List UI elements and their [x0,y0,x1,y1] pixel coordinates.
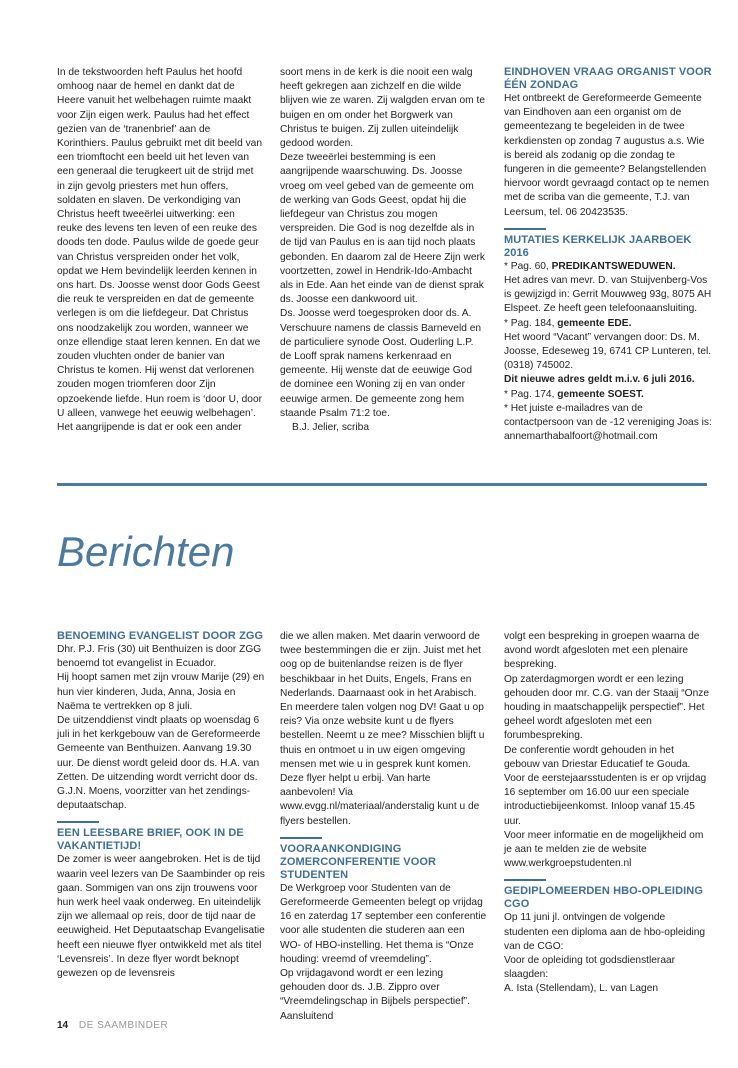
bottom-column-1 [57,630,265,981]
paragraph: Voor de eerstejaarsstudenten is er op vrijdag 16 september om 16.00 uur een speciale introductiebijeenkomst. Inloop vanaf 15.45 uur. [504,773,707,827]
heading-benoeming: BENOEMING EVANGELIST DOOR ZGG [57,630,264,642]
paragraph: Het woord “Vacant” vervangen door: Ds. M. Joosse, Edeseweg 19, 6741 CP Lunteren, tel. (0318) 745002. [504,331,712,372]
paragraph: A. Ista (Stellendam), L. van Lagen [504,983,659,995]
publication-name: DE SAAMBINDER [78,1020,169,1031]
mutation-1: * Pag. 60, PREDIKANTSWEDUWEN. [504,260,676,272]
top-column-1 [57,66,262,435]
heading-divider [504,879,546,881]
bottom-column-2 [280,630,488,1024]
paragraph: Hij hoopt samen met zijn vrouw Marije (29) en hun vier kinderen, Juda, Anna, Josia en Naëma te vertrekken op 8 juli. [57,672,265,712]
paragraph: soort mens in de kerk is die nooit een walg heeft gekregen aan zichzelf en die wilde blijven wie ze waren. Zij walgden ervan om te buigen en om onder het Borgwerk van Christus te buigen. Zij zullen uiteindelijk gedood worden. [280,67,485,150]
paragraph: In de tekstwoorden heft Paulus het hoofd omhoog naar de hemel en dankt dat de Heere vanuit het welbehagen ruimte maakt voor Zijn eigen werk. Paulus had het effect gezien van de ‘tranenbrief’ aan de Korinthiers. Paulus gebruikt met dit beeld van een triomftocht een beeld uit het leven van een generaal die terugkeert uit de strijd met in zijn gevolg priesters met hun offers, soldaten en slaven. De verkondiging van Christus heeft tweeërlei uitwerking: een reuke des levens ten leven of een reuke des doods ten dode. Paulus wilde de goede geur van Christus verspreiden onder het volk, opdat we Hem bevindelijk leerden kennen in ons hart. Ds. Joosse wenst door Gods Geest die reuk te verspreiden en dat de gemeente verlegen is om die liefdegeur. Dat Christus ons noodzakelijk zou worden, wanneer we onze ellendige staat leren kennen. En dat we zouden vluchten onder de banier van Christus te komen. Hij wenst dat verlorenen zouden mogen triomferen door Zijn opzoekende liefde. Hun roem is ‘door U, door U alleen, vanwege het eeuwig welbehagen’. [57,67,262,419]
heading-mutaties: MUTATIES KERKELIJK JAARBOEK 2016 [504,233,692,259]
paragraph: De uitzenddienst vindt plaats op woensdag 6 juli in het kerkgebouw van de Gereformeerde Gemeente van Benthuizen. Aanvang 19.30 uur. De dienst wordt geleid door ds. H.A. van Zetten. De uitzending wordt verricht door ds. G.J.N. Moens, voorzitter van het zendings-deputaatschap. [57,715,261,812]
heading-gediplomeerden: GEDIPLOMEERDEN HBO-OPLEIDING CGO [504,885,703,911]
paragraph: * Het juiste e-mailadres van de contactpersoon van de -12 vereniging Joas is: annemarthabalfoort@hotmail.com [504,402,712,443]
heading-eindhoven: EINDHOVEN VRAAG ORGANIST VOOR ÉÉN ZONDAG [504,66,712,91]
paragraph: De Werkgroep voor Studenten van de Gereformeerde Gemeenten belegt op vrijdag 16 en zaterdag 17 september een conferentie voor alle studenten die studeren aan een WO- of HBO-instelling. Het thema is “Onze houding: vreemd of vreemdeling”. [280,882,487,965]
mutation-3: * Pag. 174, gemeente SOEST. [504,388,644,400]
page-footer [57,1020,168,1031]
paragraph: De conferentie wordt gehouden in het gebouw van Driestar Educatief te Gouda. [504,744,691,770]
paragraph: De zomer is weer aangebroken. Het is de tijd waarin veel lezers van De Saambinder op reis gaan. Sommigen van ons zijn trouwens voor hun werk heel vaak onderweg. En uiteindelijk zijn we allemaal op reis, door de tijd naar de eeuwigheid. Het Deputaatschap Evangelisatie heeft een nieuwe flyer ontwikkeld met als titel ‘Levensreis’. In deze flyer wordt beknopt gewezen op de levensreis [57,854,265,980]
page-number: 14 [57,1020,69,1031]
top-column-3 [504,66,712,444]
paragraph: Het adres van mevr. D. van Stuijvenberg-Vos is gewijzigd in: Gerrit Mouwweg 93g, 8075 AH Elspeet. Ze heeft geen telefoonaansluiting. [504,275,712,315]
section-title: Berichten [57,528,235,575]
paragraph: die we allen maken. Met daarin verwoord de twee bestemmingen die er zijn. Juist met het oog op de buitenlandse reizen is de flyer beschikbaar in het Duits, Engels, Frans en Nederlands. Daarnaast ook in het Arabisch. En meerdere talen volgen nog DV! Gaat u op reis? Via onze website kunt u de flyers bestellen. Neemt u ze mee? Misschien blijft u thuis en ontmoet u in uw eigen omgeving mensen met wie u in gesprek kunt komen. Deze flyer helpt u erbij. Van harte aanbevolen! Via www.evgg.nl/materiaal/anderstalig kunt u de flyers bestellen. [280,631,485,827]
paragraph: Ds. Joosse werd toegesproken door ds. A. Verschuure namens de classis Barneveld en de particuliere synode Oost. Ouderling L.P. de Looff sprak namens kerkenraad en gemeente. Hij wenste dat de eeuwige God de dominee een Woning zij en van onder eeuwige armen. De gemeente zong hem staande Psalm 71:2 toe. [280,308,482,419]
paragraph: Voor de opleiding tot godsdienstleraar slaagden: [504,955,676,981]
signature: B.J. Jelier, scriba [292,422,369,434]
paragraph: Op vrijdagavond wordt er een lezing gehouden door ds. J.B. Zippro over “Vreemdelingschap in Bijbels perspectief”. Aansluitend [280,968,470,1022]
paragraph: Het ontbreekt de Gereformeerde Gemeente van Eindhoven aan een organist om de gemeentezang te begeleiden in de twee kerkdiensten op zondag 7 augustus a.s. Wie is bereid als zodanig op die zondag te fungeren in die gemeente? Belangstellenden hiervoor wordt gevraagd contact op te nemen met de scriba van die gemeente, T.J. van Leersum, tel. 06 20423535. [504,93,710,218]
heading-divider [504,228,546,230]
heading-leesbare-brief: EEN LEESBARE BRIEF, OOK IN DE VAKANTIETIJD! [57,827,244,853]
heading-divider [280,837,322,839]
paragraph: Dhr. P.J. Fris (30) uit Benthuizen is door ZGG benoemd tot evangelist in Ecuador. [57,644,262,670]
mutation-2: * Pag. 184, gemeente EDE. [504,317,632,329]
paragraph: Deze tweeërlei bestemming is een aangrijpende waarschuwing. Ds. Joosse vroeg om veel gebed van de gemeente om de werking van Gods Geest, opdat hij die liefdegeur van Christus zou mogen verspreiden. Die God is nog dezelfde als in de tijd van Paulus en is aan tijd noch plaats gebonden. En daarom zal de Heere Zijn werk voortzetten, zowel in Hendrik-Ido-Ambacht als in Ede. Aan het einde van de dienst sprak ds. Joosse een dankwoord uit. [280,152,485,306]
section-divider [57,483,707,486]
paragraph: Het aangrijpende is dat er ook een ander [57,422,242,434]
heading-divider [57,821,99,823]
bottom-column-3 [504,630,712,997]
heading-vooraankondiging: VOORAANKONDIGING ZOMERCONFERENTIE VOOR STUDENTEN [280,842,437,881]
paragraph: volgt een bespreking in groepen waarna de avond wordt afgesloten met een plenaire bespreking. [504,631,700,671]
paragraph: Op zaterdagmorgen wordt er een lezing gehouden door mr. C.G. van der Staaij “Onze houding in maatschappelijk perspectief”. Het geheel wordt afgesloten met een forumbespreking. [504,673,709,742]
bold-notice: Dit nieuwe adres geldt m.i.v. 6 juli 2016. [504,374,695,386]
paragraph: Voor meer informatie en de mogelijkheid om je aan te melden zie de website www.werkgroepstudenten.nl [504,829,704,870]
top-column-2 [280,66,485,435]
paragraph: Op 11 juni jl. ontvingen de volgende studenten een diploma aan de hbo-opleiding van de CGO: [504,912,706,952]
